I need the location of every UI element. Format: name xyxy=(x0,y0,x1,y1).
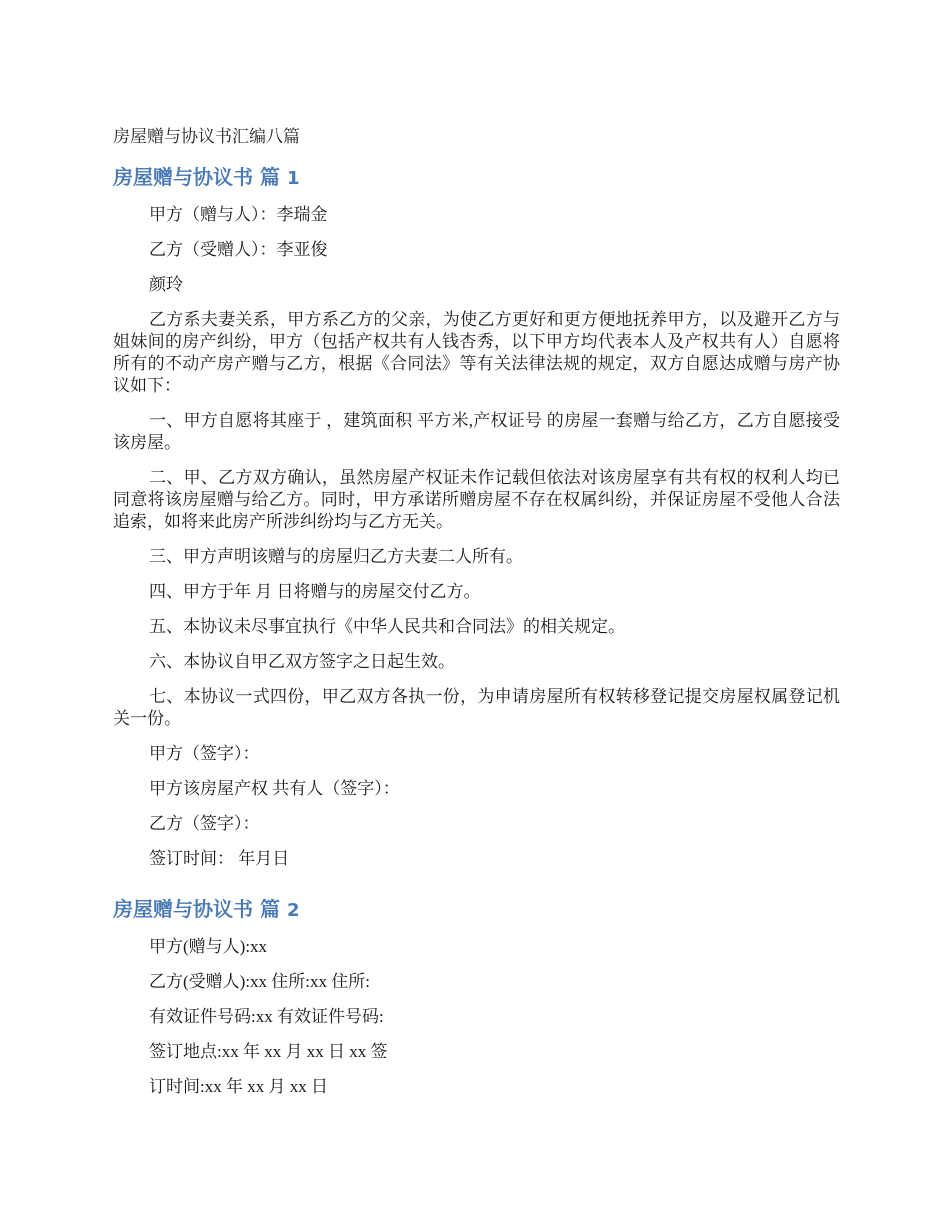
section-heading xyxy=(113,896,840,924)
paragraph: 乙方系夫妻关系，甲方系乙方的父亲，为使乙方更好和更方便地抚养甲方，以及避开乙方与姐妹间的房产纠纷，甲方（包括产权共有人钱杏秀，以下甲方均代表本人及产权共有人）自愿将所有的不动产房产赠与乙方，根据《合同法》等有关法律法规的规定，双方自愿达成赠与房产协议如下： xyxy=(113,310,840,395)
paragraph: 七、本协议一式四份，甲乙双方各执一份，为申请房屋所有权转移登记提交房屋权属登记机关一份。 xyxy=(113,687,840,728)
signature-line: 乙方（签字）： xyxy=(149,814,260,833)
paragraph: 乙方（受赠人）：李亚俊 xyxy=(149,240,328,259)
section-heading-text: 房屋赠与协议书 篇 xyxy=(113,165,280,189)
section-heading-number: 2 xyxy=(286,900,300,921)
section-heading-number: 1 xyxy=(286,168,300,189)
paragraph: 乙方(受赠人):xx 住所:xx 住所: xyxy=(149,972,370,991)
paragraph: 五、本协议未尽事宜执行《中华人民共和合同法》的相关规定。 xyxy=(149,617,625,636)
paragraph: 订时间:xx 年 xx 月 xx 日 xyxy=(149,1077,328,1096)
paragraph: 一、甲方自愿将其座于 ，建筑面积 平方米,产权证号 的房屋一套赠与给乙方，乙方自愿接受该房屋。 xyxy=(113,411,840,452)
paragraph: 甲方(赠与人):xx xyxy=(149,937,268,956)
paragraph: 颜玲 xyxy=(149,275,183,294)
paragraph: 有效证件号码:xx 有效证件号码: xyxy=(149,1007,384,1026)
section-heading-text: 房屋赠与协议书 篇 xyxy=(113,897,280,921)
paragraph: 六、本协议自甲乙双方签字之日起生效。 xyxy=(149,652,455,671)
paragraph: 二、甲、乙方双方确认，虽然房屋产权证未作记载但依法对该房屋享有共有权的权利人均已同意将该房屋赠与给乙方。同时，甲方承诺所赠房屋不存在权属纠纷，并保证房屋不受他人合法追索，如将来此房产所涉纠纷均与乙方无关。 xyxy=(113,468,840,531)
section-heading xyxy=(113,164,840,192)
section-1 xyxy=(113,164,840,870)
paragraph: 四、甲方于年 月 日将赠与的房屋交付乙方。 xyxy=(149,582,481,601)
signature-line: 甲方该房屋产权 共有人（签字）： xyxy=(149,779,400,798)
paragraph: 甲方（赠与人）：李瑞金 xyxy=(149,205,328,224)
signature-line: 甲方（签字）： xyxy=(149,744,260,763)
document-title: 房屋赠与协议书汇编八篇 xyxy=(113,127,300,146)
section-2 xyxy=(113,896,840,1098)
signing-date-line: 签订时间： 年月日 xyxy=(149,849,290,868)
paragraph: 签订地点:xx 年 xx 月 xx 日 xx 签 xyxy=(149,1042,388,1061)
paragraph: 三、甲方声明该赠与的房屋归乙方夫妻二人所有。 xyxy=(149,547,523,566)
